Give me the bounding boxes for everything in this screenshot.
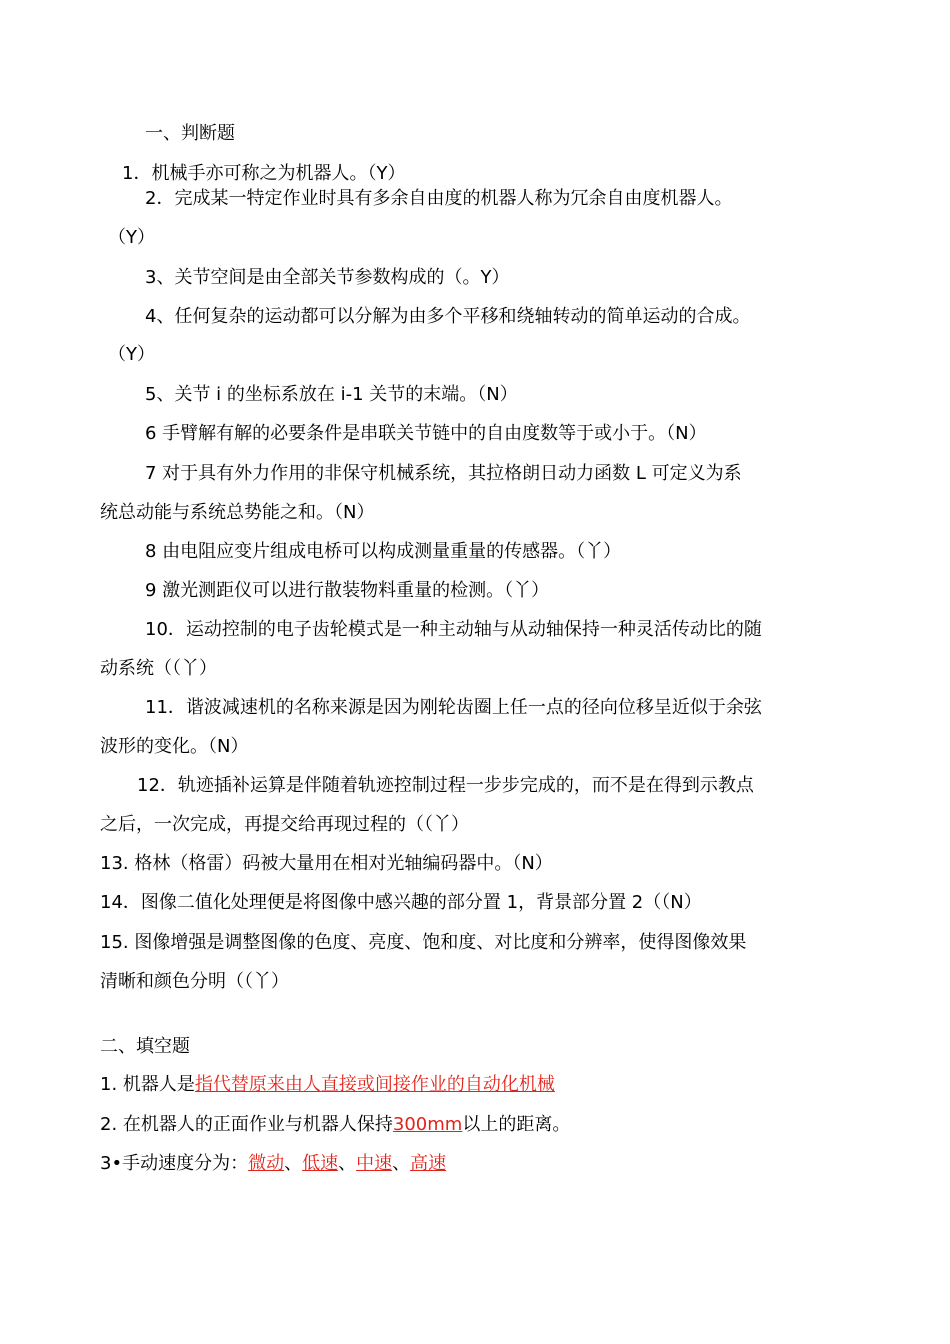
q7-line2: 统总动能与系统总势能之和。（N） bbox=[100, 502, 375, 523]
q10-line2: 动系统（（丫） bbox=[100, 658, 217, 679]
q5-line1: 5、关节 i 的坐标系放在 i-1 关节的末端。（N） bbox=[145, 384, 518, 405]
q7-line1: 7 对于具有外力作用的非保守机械系统，其拉格朗日动力函数 L 可定义为系 bbox=[145, 463, 742, 484]
q6-line1: 6 手臂解有解的必要条件是串联关节链中的自由度数等于或小于。（N） bbox=[145, 423, 707, 444]
fill-q1-prefix: 1. 机器人是 bbox=[100, 1074, 195, 1095]
fill-q3-answer-2: 低速 bbox=[302, 1153, 339, 1174]
q3-line1: 3、关节空间是由全部关节参数构成的（。Y） bbox=[145, 267, 510, 288]
q4-line2: （Y） bbox=[108, 344, 155, 365]
section2-title: 二、填空题 bbox=[100, 1036, 190, 1057]
q13-line1: 13. 格林（格雷）码被大量用在相对光轴编码器中。（N） bbox=[100, 853, 553, 874]
fill-q1 bbox=[100, 1073, 840, 1097]
q12-line1: 12．轨迹插补运算是伴随着轨迹控制过程一步步完成的，而不是在得到示教点 bbox=[137, 775, 754, 796]
q9-line1: 9 激光测距仪可以进行散装物料重量的检测。（丫） bbox=[145, 580, 550, 601]
q4-line1: 4、任何复杂的运动都可以分解为由多个平移和绕轴转动的简单运动的合成。 bbox=[145, 306, 751, 327]
fill-q3-answer-1: 微动 bbox=[248, 1153, 285, 1174]
q1-line1: 1．机械手亦可称之为机器人。（Y） bbox=[122, 163, 406, 184]
fill-q3 bbox=[100, 1152, 840, 1176]
fill-q3-sep-2: 、 bbox=[338, 1153, 357, 1174]
fill-q1-answer: 指代替原来由人直接或间接作业的自动化机械 bbox=[194, 1074, 555, 1095]
q2-line1: 2．完成某一特定作业时具有多余自由度的机器人称为冗余自由度机器人。 bbox=[145, 188, 733, 209]
q15-line2: 清晰和颜色分明（（丫） bbox=[100, 971, 289, 992]
q2-line2: （Y） bbox=[108, 227, 155, 248]
q14-line1: 14．图像二值化处理便是将图像中感兴趣的部分置 1，背景部分置 2（（N） bbox=[100, 892, 702, 913]
fill-q3-sep-3: 、 bbox=[392, 1153, 411, 1174]
fill-q3-prefix: 3•手动速度分为： bbox=[100, 1153, 249, 1174]
fill-q2-suffix: 以上的距离。 bbox=[462, 1114, 571, 1135]
q8-line1: 8 由电阻应变片组成电桥可以构成测量重量的传感器。（丫） bbox=[145, 541, 622, 562]
fill-q2-prefix: 2. 在机器人的正面作业与机器人保持 bbox=[100, 1114, 393, 1135]
q11-line1: 11．谐波减速机的名称来源是因为刚轮齿圈上任一点的径向位移呈近似于余弦 bbox=[145, 697, 762, 718]
fill-q3-answer-4: 高速 bbox=[410, 1153, 447, 1174]
fill-q2-answer: 300mm bbox=[392, 1114, 463, 1135]
fill-q2 bbox=[100, 1113, 840, 1137]
fill-q3-answer-3: 中速 bbox=[356, 1153, 393, 1174]
q12-line2: 之后，一次完成，再提交给再现过程的（（丫） bbox=[100, 814, 469, 835]
q15-line1: 15. 图像增强是调整图像的色度、亮度、饱和度、对比度和分辨率，使得图像效果 bbox=[100, 932, 747, 953]
section1-title: 一、判断题 bbox=[145, 123, 235, 144]
q10-line1: 10．运动控制的电子齿轮模式是一种主动轴与从动轴保持一种灵活传动比的随 bbox=[145, 619, 762, 640]
q11-line2: 波形的变化。（N） bbox=[100, 736, 249, 757]
fill-q3-sep-1: 、 bbox=[284, 1153, 303, 1174]
